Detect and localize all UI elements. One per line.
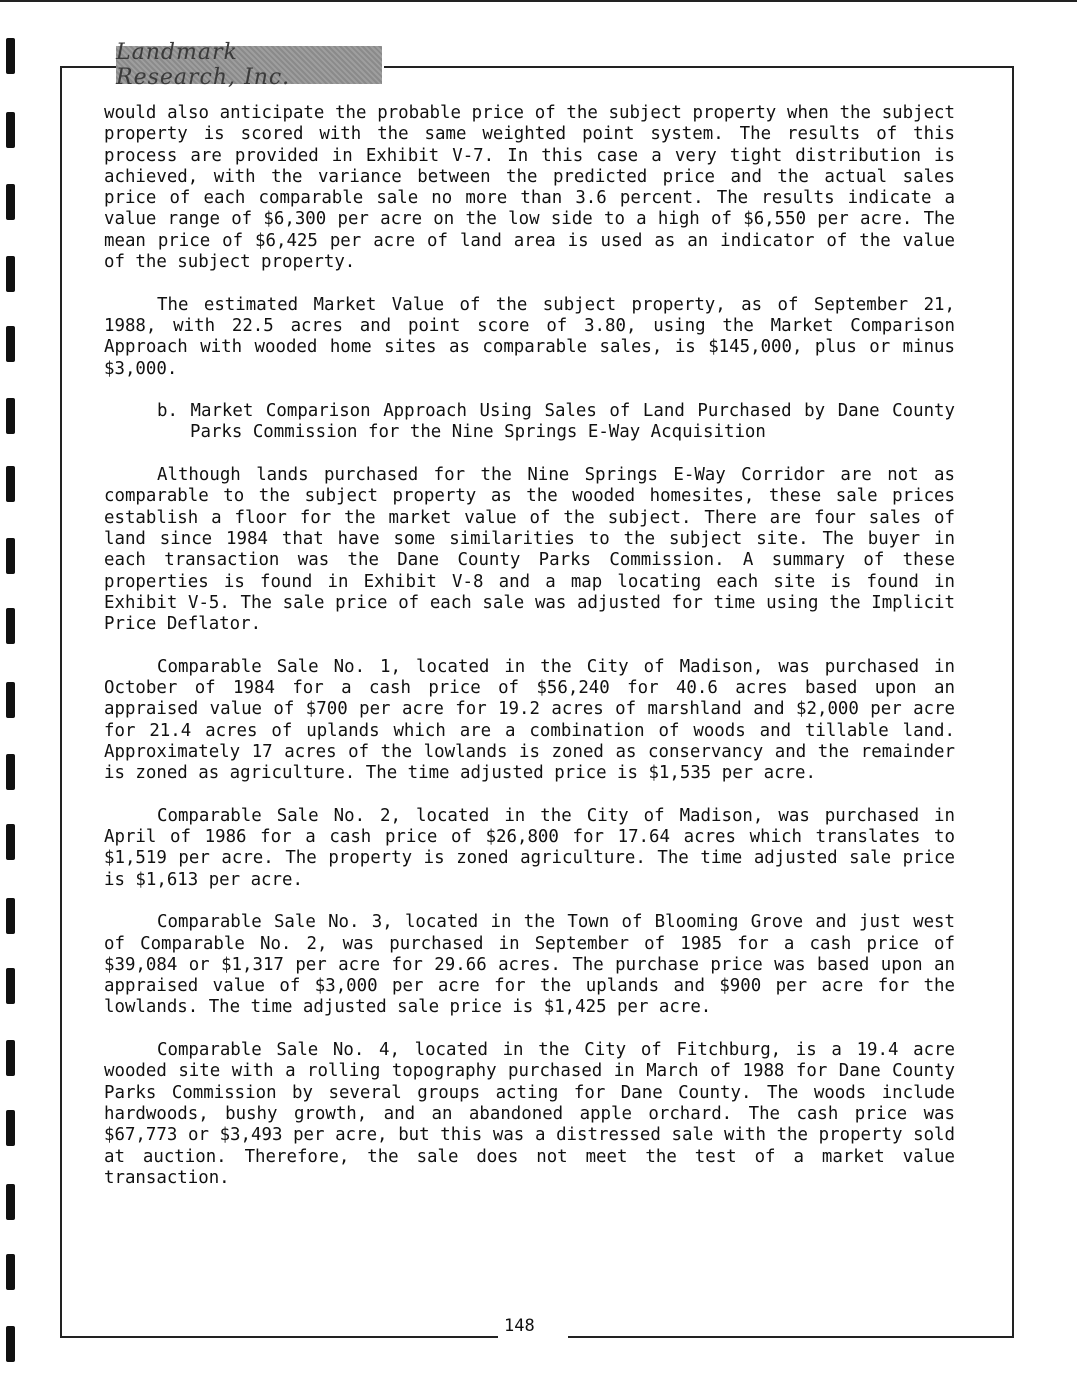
- punch-hole-icon: [6, 112, 15, 148]
- punch-hole-icon: [6, 898, 15, 934]
- punch-hole-icon: [6, 38, 15, 74]
- paragraph-comparable-3: Comparable Sale No. 3, located in the Town of Blooming Grove and just west of Comparable No. 2, was purchased in September of 1985 for a cash price of $39,084 or $1,317 per acre for 29.66 acres. The purchase price was based upon an appraised value of $3,000 per acre for the uplands and $900 per acre for the lowlands. The time adjusted sale price is $1,425 per acre.: [104, 912, 955, 1018]
- punch-hole-icon: [6, 184, 15, 220]
- page-number: 148: [504, 1316, 535, 1336]
- punch-hole-icon: [6, 1110, 15, 1146]
- punch-hole-icon: [6, 824, 15, 860]
- punch-hole-icon: [6, 326, 15, 362]
- logo-text: Landmark Research, Inc.: [116, 40, 291, 90]
- punch-hole-icon: [6, 608, 15, 644]
- punch-hole-icon: [6, 1184, 15, 1220]
- punch-hole-icon: [6, 538, 15, 574]
- paragraph-continued: would also anticipate the probable price of the subject property when the subject property is scored with the same weighted point system. The results of this process are provided in Exhibit V-7. In this case a very tight distribution is achieved, with the variance between the predicted price and the actual sales price of each comparable sale no more than 3.6 percent. The results indicate a value range of $6,300 per acre on the low side to a high of $6,550 per acre. The mean price of $6,425 per acre of land area is used as an indicator of the value of the subject property.: [104, 103, 955, 273]
- punch-hole-icon: [6, 1326, 15, 1362]
- binding-punch-holes: [0, 0, 26, 1379]
- frame-top-rule-right: [384, 66, 1014, 68]
- punch-hole-icon: [6, 1040, 15, 1076]
- paragraph-market-value: The estimated Market Value of the subject property, as of September 21, 1988, with 22.5 acres and point score of 3.80, using the Market Comparison Approach with wooded home sites as comparable sales, is $145,000, plus or minus $3,000.: [104, 294, 955, 379]
- frame-top-rule-left: [60, 66, 116, 68]
- punch-hole-icon: [6, 466, 15, 502]
- punch-hole-icon: [6, 256, 15, 292]
- section-heading-b: b. Market Comparison Approach Using Sales of Land Purchased by Dane County Parks Commission for the Nine Springs E-Way Acquisition: [157, 401, 955, 443]
- paragraph-nine-springs: Although lands purchased for the Nine Springs E-Way Corridor are not as comparable to the subject property as the wooded homesites, these sale prices establish a floor for the market value of the subject. There are four sales of land since 1984 that have some similarities to the subject site. The buyer in each transaction was the Dane County Parks Commission. A summary of these properties is found in Exhibit V-8 and a map locating each site is found in Exhibit V-5. The sale price of each sale was adjusted for time using the Implicit Price Deflator.: [104, 465, 955, 635]
- punch-hole-icon: [6, 1254, 15, 1290]
- punch-hole-icon: [6, 968, 15, 1004]
- paragraph-comparable-1: Comparable Sale No. 1, located in the City of Madison, was purchased in October of 1984 for a cash price of $56,240 for 40.6 acres based upon an appraised value of $700 per acre for 19.2 acres of marshland and $2,000 per acre for 21.4 acres of uplands which are a combination of woods and tillable land. Approximately 17 acres of the lowlands is zoned as conservancy and the remainder is zoned as agriculture. The time adjusted price is $1,535 per acre.: [104, 656, 955, 784]
- punch-hole-icon: [6, 682, 15, 718]
- document-body: [104, 103, 955, 1210]
- top-edge-rule: [0, 0, 1077, 2]
- punch-hole-icon: [6, 754, 15, 790]
- paragraph-comparable-4: Comparable Sale No. 4, located in the City of Fitchburg, is a 19.4 acre wooded site with a rolling topography purchased in March of 1988 for Dane County Parks Commission by several groups acting for Dane County. The woods include hardwoods, bushy growth, and an abandoned apple orchard. The cash price was $67,773 or $3,493 per acre, but this was a distressed sale with the property sold at auction. Therefore, the sale does not meet the test of a market value transaction.: [104, 1040, 955, 1188]
- company-logo: [116, 40, 382, 90]
- punch-hole-icon: [6, 398, 15, 434]
- paragraph-comparable-2: Comparable Sale No. 2, located in the City of Madison, was purchased in April of 1986 for a cash price of $26,800 for 17.64 acres which translates to $1,519 per acre. The property is zoned agriculture. The time adjusted sale price is $1,613 per acre.: [104, 805, 955, 890]
